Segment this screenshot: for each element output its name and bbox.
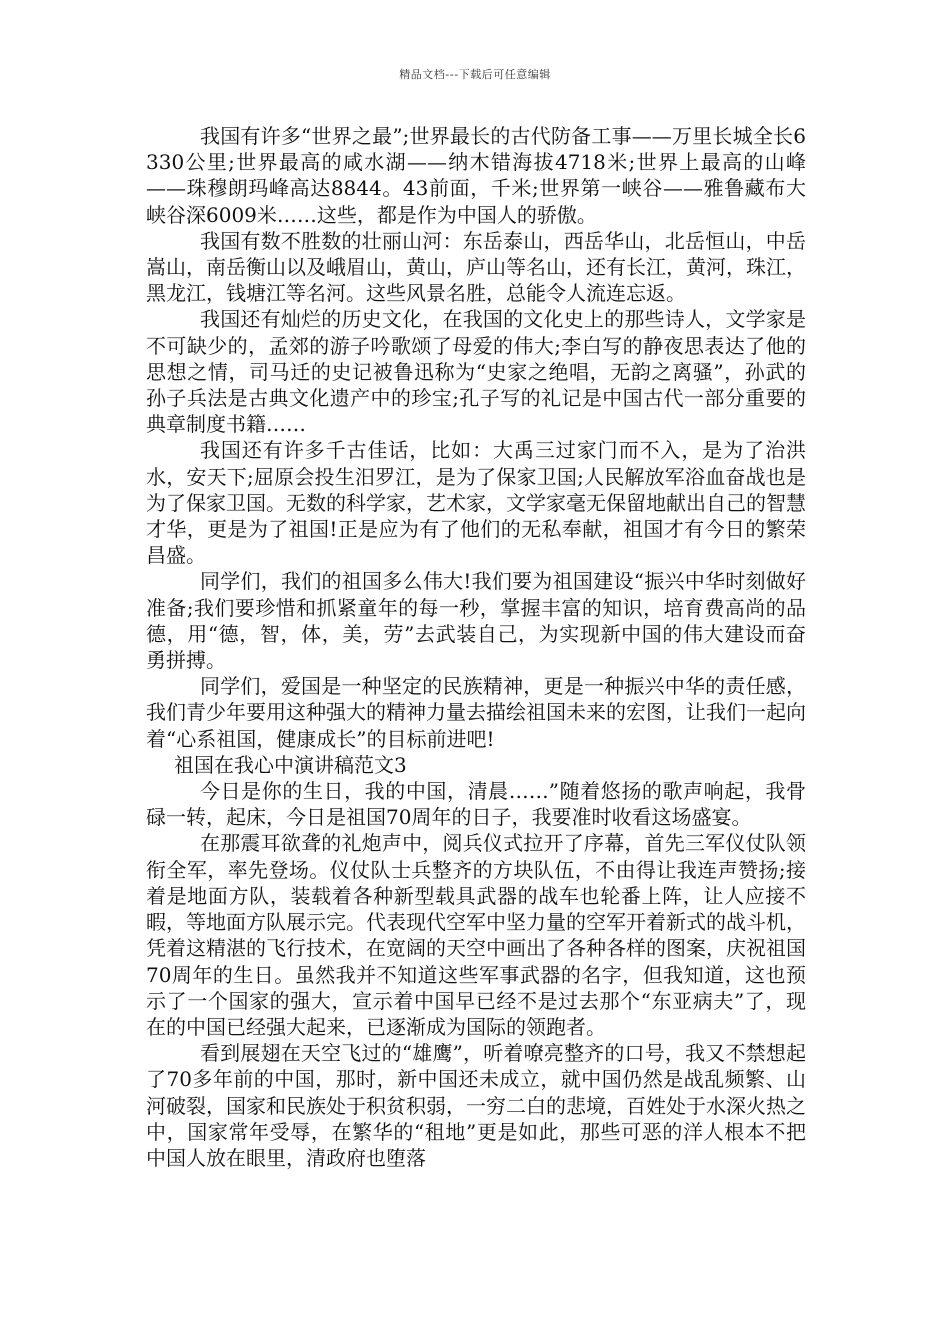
paragraph: 同学们，爱国是一种坚定的民族精神，更是一种振兴中华的责任感，我们青少年要用这种强大的精神力量去描绘祖国未来的宏图，让我们一起向着“心系祖国，健康成长”的目标前进吧!	[146, 674, 806, 751]
paragraph: 在那震耳欲聋的礼炮声中，阅兵仪式拉开了序幕，首先三军仪仗队领衔全军，率先登场。仪仗队士兵整齐的方块队伍，不由得让我连声赞扬;接着是地面方队，装载着各种新型载具武器的战车也轮番上阵，让人应接不暇，等地面方队展示完。代表现代空军中坚力量的空军开着新式的战斗机，凭着这精湛的飞行技术，在宽阔的天空中画出了各种各样的图案，庆祝祖国70周年的生日。虽然我并不知道这些军事武器的名字，但我知道，这也预示了一个国家的强大，宣示着中国早已经不是过去那个“东亚病夫”了，现在的中国已经强大起来，已逐渐成为国际的领跑者。	[146, 831, 806, 1039]
paragraph: 同学们，我们的祖国多么伟大!我们要为祖国建设“振兴中华时刻做好准备;我们要珍惜和抓紧童年的每一秒，掌握丰富的知识，培育费高尚的品德，用“德，智，体，美，劳”去武装自己，为实现新中国的伟大建设而奋勇拼搏。	[146, 569, 806, 673]
paragraph: 我国还有许多千古佳话，比如：大禹三过家门而不入，是为了治洪水，安天下;屈原会投生汨罗江，是为了保家卫国;人民解放军浴血奋战也是为了保家卫国。无数的科学家，艺术家，文学家毫无保留地献出自己的智慧才华，更是为了祖国!正是应为有了他们的无私奉献，祖国才有今日的繁荣昌盛。	[146, 438, 806, 568]
section-title: 祖国在我心中演讲稿范文3	[174, 752, 407, 777]
paragraph: 我国还有灿烂的历史文化，在我国的文化史上的那些诗人，文学家是不可缺少的，孟郊的游子吟歌颂了母爱的伟大;李白写的静夜思表达了他的思想之情，司马迁的史记被鲁迅称为“史家之绝唱，无韵之离骚”，孙武的孙子兵法是古典文化遗产中的珍宝;孔子写的礼记是中国古代一部分重要的典章制度书籍……	[146, 307, 806, 437]
paragraph: 我国有数不胜数的壮丽山河：东岳泰山，西岳华山，北岳恒山，中岳嵩山，南岳衡山以及峨眉山，黄山，庐山等名山，还有长江，黄河，珠江，黑龙江，钱塘江等名河。这些风景名胜，总能令人流连忘返。	[146, 228, 806, 306]
paragraph: 今日是你的生日，我的中国，清晨……”随着悠扬的歌声响起，我骨碌一转，起床，今日是祖国70周年的日子，我要准时收看这场盛宴。	[146, 779, 806, 830]
paragraph: 看到展翅在天空飞过的“雄鹰”，听着嘹亮整齐的口号，我又不禁想起了70多年前的中国，那时，新中国还未成立，就中国仍然是战乱频繁、山河破裂，国家和民族处于积贫积弱，一穷二白的悲境，百姓处于水深火热之中，国家常年受辱，在繁华的“租地”更是如此，那些可恶的洋人根本不把中国人放在眼里，清政府也堕落	[146, 1041, 806, 1170]
page-header: 精品文档---下载后可任意编辑	[399, 68, 551, 81]
paragraph: 我国有许多“世界之最”;世界最长的古代防备工事——万里长城全长6330公里;世界最高的咸水湖——纳木错海拔4718米;世界上最高的山峰——珠穆朗玛峰高达8844。43前面，千米;世界第一峡谷——雅鲁藏布大峡谷深6009米……这些，都是作为中国人的骄傲。	[146, 124, 806, 227]
document-body	[146, 123, 806, 1171]
